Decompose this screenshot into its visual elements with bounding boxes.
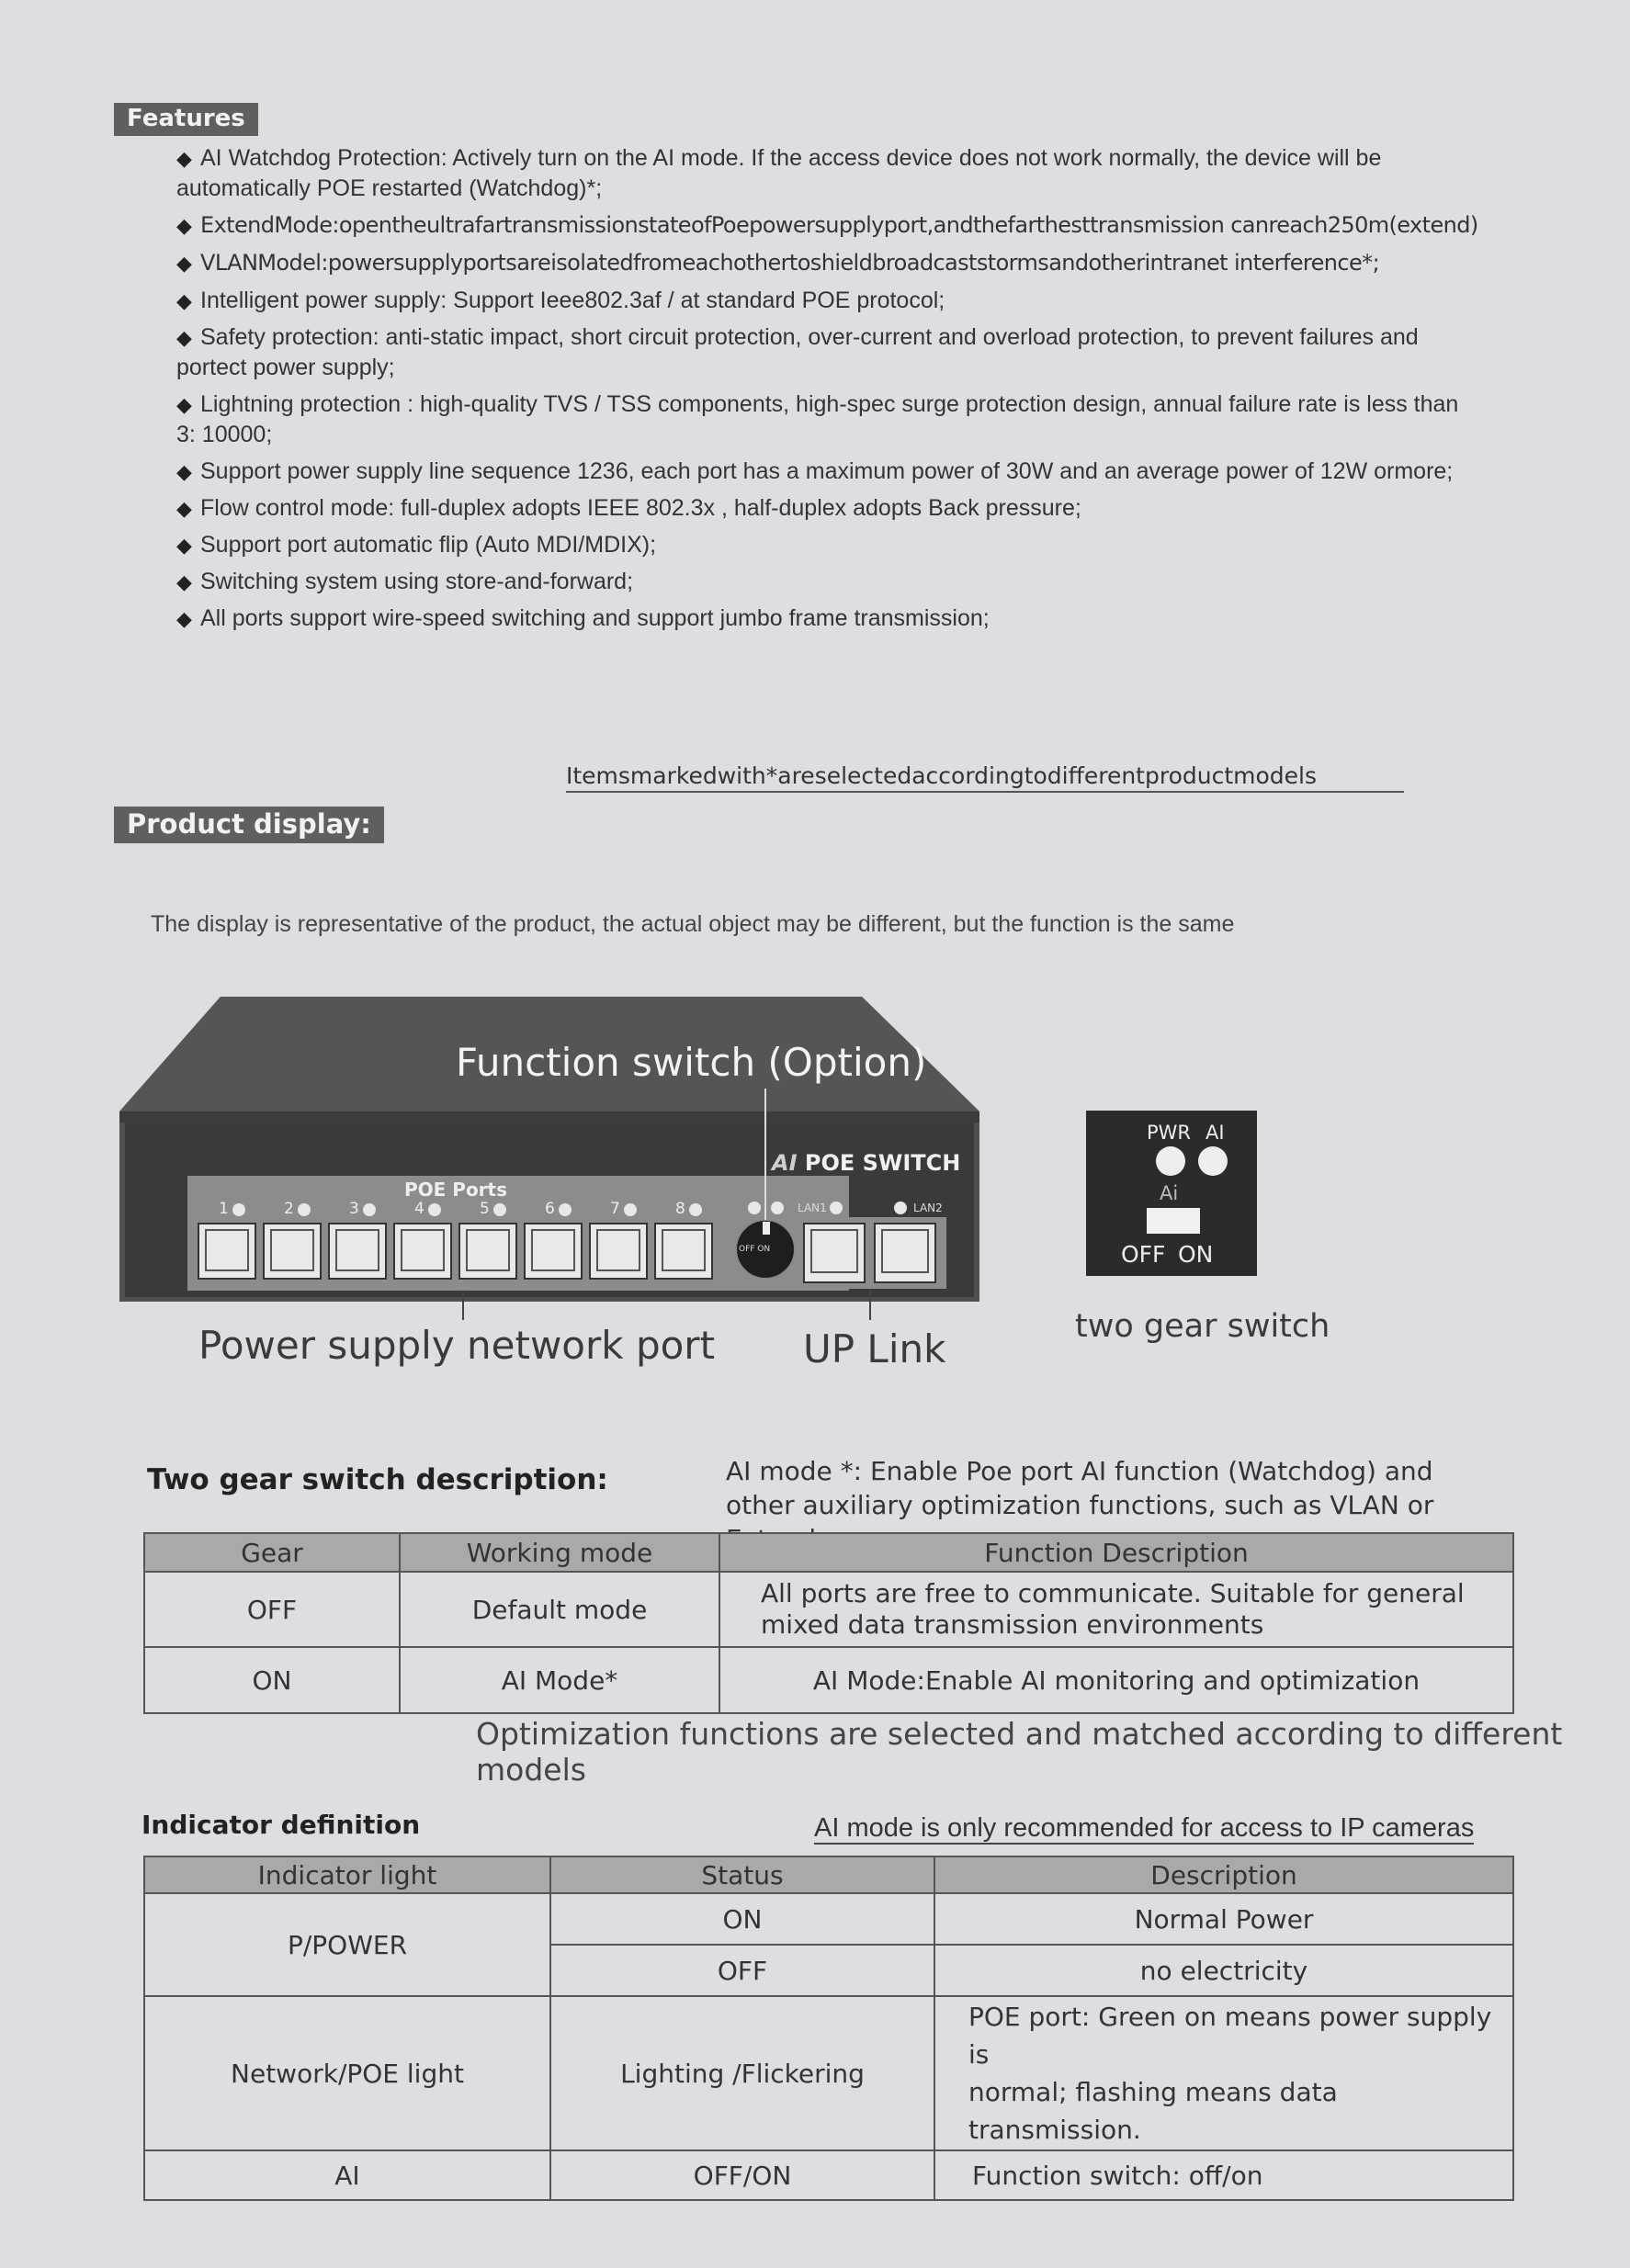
header-function-description: Function Description: [719, 1533, 1513, 1572]
port-number: 7: [610, 1200, 620, 1218]
power-port-callout: Power supply network port: [198, 1323, 716, 1368]
feature-item: ◆ AI Watchdog Protection: Actively turn on the AI mode. If the access device does not work normally, the device will be automatically POE restarted (Watchdog)*;: [176, 145, 1382, 201]
gear-section-title: Two gear switch description:: [147, 1463, 608, 1496]
features-heading: Features: [114, 103, 258, 136]
table-cell: AI Mode*: [400, 1647, 719, 1713]
table-cell: Network/POE light: [144, 1996, 550, 2150]
pwr-led-icon: [1156, 1146, 1185, 1176]
leader-line: [869, 1291, 871, 1320]
port-number: 6: [545, 1200, 555, 1218]
table-cell: OFF: [550, 1945, 934, 1996]
diamond-bullet-icon: ◆: [176, 147, 192, 170]
indicator-table: [143, 1856, 1514, 2201]
table-cell: Default mode: [400, 1572, 719, 1647]
gear-ai-label: AI: [1206, 1122, 1225, 1144]
diamond-bullet-icon: ◆: [176, 497, 192, 520]
diamond-bullet-icon: ◆: [176, 534, 192, 557]
table-cell: Function switch: off/on: [934, 2150, 1513, 2200]
selected-items-note: Itemsmarkedwith*areselectedaccordingtodifferentproductmodels: [566, 762, 1404, 793]
table-cell: Lighting /Flickering: [550, 1996, 934, 2150]
uplink-callout: UP Link: [803, 1326, 946, 1371]
feature-item: ◆ Flow control mode: full-duplex adopts IEEE 802.3x , half-duplex adopts Back pressure;: [176, 493, 1481, 524]
gear-pwr-label: PWR: [1147, 1122, 1192, 1144]
product-display-heading: Product display:: [114, 807, 384, 843]
header-indicator-light: Indicator light: [144, 1856, 550, 1893]
diamond-bullet-icon: ◆: [176, 570, 192, 593]
table-row: [144, 1996, 1513, 2150]
brand-label: [772, 1150, 960, 1176]
feature-item: ◆ All ports support wire-speed switching and support jumbo frame transmission;: [176, 604, 1481, 634]
feature-item: ◆ Safety protection: anti-static impact, short circuit protection, over-current and overload protection, to prevent failures and portect power supply;: [176, 324, 1419, 380]
table-cell: All ports are free to communicate. Suitable for general mixed data transmission environments: [719, 1572, 1513, 1647]
gear-table: [143, 1532, 1514, 1714]
diamond-bullet-icon: ◆: [176, 393, 192, 416]
function-switch-label: Function switch (Option): [456, 1040, 927, 1085]
table-row: [144, 1572, 1513, 1647]
leader-line: [462, 1291, 464, 1320]
table-row: [144, 2150, 1513, 2200]
toggle-switch-icon: [1147, 1208, 1200, 1234]
diamond-bullet-icon: ◆: [176, 215, 192, 238]
port-number: 8: [675, 1200, 685, 1218]
table-cell: no electricity: [934, 1945, 1513, 1996]
diamond-bullet-icon: ◆: [176, 253, 192, 276]
table-cell: ON: [144, 1647, 400, 1713]
table-header-row: [144, 1533, 1513, 1572]
feature-item: ◆ Support power supply line sequence 1236, each port has a maximum power of 30W and an average power of 12W ormore;: [176, 457, 1481, 487]
features-list: [176, 143, 1481, 640]
poe-ports-label: POE Ports: [404, 1179, 508, 1201]
feature-item: ◆ ExtendMode:opentheultrafartransmissionstateofPoepowersupplyport,andthefarthesttransmission canreach250m(extend): [176, 210, 1481, 242]
table-cell: P/POWER: [144, 1893, 550, 1996]
two-gear-caption: two gear switch: [1075, 1308, 1330, 1345]
diamond-bullet-icon: ◆: [176, 607, 192, 630]
gear-ai-mid-label: Ai: [1160, 1182, 1179, 1204]
port-number: 4: [414, 1200, 424, 1218]
brand-text: POE SWITCH: [804, 1150, 961, 1176]
table-header-row: [144, 1856, 1513, 1893]
diamond-bullet-icon: ◆: [176, 326, 192, 349]
port-number: 2: [284, 1200, 294, 1218]
diamond-bullet-icon: ◆: [176, 289, 192, 312]
table-cell: [934, 1996, 1513, 2150]
feature-item: ◆ Support port automatic flip (Auto MDI/MDIX);: [176, 530, 1481, 560]
port-number: 1: [219, 1200, 229, 1218]
feature-item: ◆ Lightning protection : high-quality TVS / TSS components, high-spec surge protection design, annual failure rate is less than 3: 10000;: [176, 391, 1459, 447]
port-number: 3: [349, 1200, 359, 1218]
net-desc-line: POE port: Green on means power supply is: [968, 2002, 1492, 2070]
table-cell: OFF/ON: [550, 2150, 934, 2200]
optimization-footnote: Optimization functions are selected and matched according to different models: [476, 1716, 1563, 1788]
display-disclaimer: The display is representative of the product, the actual object may be different, but the function is the same: [151, 911, 1235, 937]
brand-ai: AI: [772, 1150, 798, 1176]
header-gear: Gear: [144, 1533, 400, 1572]
table-cell: OFF: [144, 1572, 400, 1647]
table-cell: Normal Power: [934, 1893, 1513, 1945]
table-cell: AI: [144, 2150, 550, 2200]
table-row: [144, 1893, 1513, 1945]
table-cell: AI Mode:Enable AI monitoring and optimization: [719, 1647, 1513, 1713]
ai-led-icon: [1198, 1146, 1228, 1176]
table-row: [144, 1647, 1513, 1713]
ai-mode-note: AI mode *: Enable Poe port AI function (Watchdog) and other auxiliary optimization functions, such as VLAN or: [726, 1456, 1434, 1520]
gear-on-label: ON: [1178, 1241, 1214, 1268]
lan2-label: LAN2: [913, 1202, 943, 1214]
gear-off-label: OFF: [1121, 1241, 1166, 1268]
feature-item: ◆ Intelligent power supply: Support Ieee802.3af / at standard POE protocol;: [176, 286, 1481, 316]
header-description: Description: [934, 1856, 1513, 1893]
switch-off-on-label: OFF ON: [739, 1245, 771, 1254]
indicator-section-title: Indicator definition: [141, 1810, 421, 1840]
port-number: 5: [480, 1200, 490, 1218]
ai-recommendation-note: AI mode is only recommended for access to IP cameras: [814, 1813, 1475, 1843]
header-status: Status: [550, 1856, 934, 1893]
feature-item: ◆ Switching system using store-and-forward;: [176, 567, 1481, 597]
feature-item: ◆ VLANModel:powersupplyportsareisolatedfromeachothertoshieldbroadcaststormsandotherintranet interference*;: [176, 248, 1481, 279]
net-desc-line: normal; flashing means data transmission.: [968, 2077, 1338, 2145]
diamond-bullet-icon: ◆: [176, 460, 192, 483]
lan1-label: LAN1: [798, 1202, 827, 1214]
table-cell: ON: [550, 1893, 934, 1945]
gear-switch-closeup: [1086, 1111, 1257, 1276]
header-working-mode: Working mode: [400, 1533, 719, 1572]
